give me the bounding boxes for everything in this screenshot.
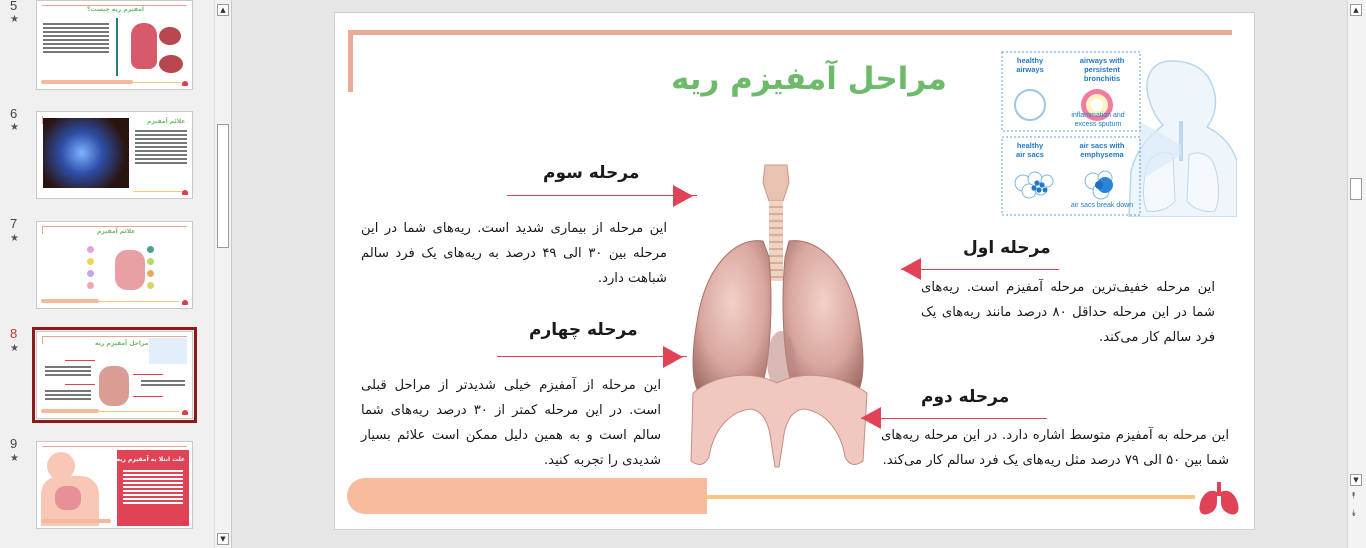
arrow-stage4 (497, 356, 687, 357)
slide-title: مراحل آمفیزم ریه (671, 61, 947, 97)
slide-thumbnail-9[interactable] (36, 441, 193, 529)
symptom-dot (147, 246, 154, 253)
slide-thumbnail-7[interactable] (36, 221, 193, 309)
scroll-up-icon[interactable]: ▲ (1350, 4, 1362, 16)
slide-number: 9 (10, 436, 18, 451)
label-healthy-air-sacs: healthy air sacs (1016, 141, 1044, 159)
arrow-head-icon (861, 407, 881, 429)
scroll-up-icon[interactable]: ▲ (217, 4, 229, 16)
lungs-illustration (685, 161, 875, 471)
frame-line (42, 446, 187, 447)
thumb-bar (41, 409, 99, 413)
lung-illustration (159, 55, 183, 73)
frame-line (42, 226, 43, 234)
slide-thumbnail-pane (0, 0, 214, 548)
thumb-title: علائم آمفیزم (147, 118, 186, 125)
slide-number: 6 (10, 106, 18, 121)
arrow (65, 384, 95, 385)
thumb-title: مراحل آمفیزم ریه (95, 340, 149, 347)
thumbnail-scrollbar[interactable] (214, 0, 232, 548)
scrollbar-thumb[interactable] (1350, 178, 1362, 200)
thumb-bar (41, 80, 133, 84)
stage1-text: این مرحله خفیف‌ترین مرحله آمفیزم است. ریه‌های شما در این مرحله حداقل ۸۰ درصد مانند ریه‌های یک فرد سالم کار می‌کند. (921, 280, 1215, 345)
scrollbar-thumb[interactable] (217, 124, 229, 248)
lungs-graphic (685, 161, 875, 471)
arrow (65, 360, 95, 361)
label-inflammation: inflammation and excess sputum (1071, 112, 1125, 128)
slide-thumbnail-6[interactable] (36, 111, 193, 199)
lung-illustration (131, 23, 157, 69)
thumb-text-lines (123, 470, 183, 506)
slide-editor (232, 0, 1347, 548)
thumb-line (99, 301, 179, 302)
scroll-down-icon[interactable]: ▼ (1350, 474, 1362, 486)
slide-thumbnail-5[interactable] (36, 0, 193, 90)
star-icon: ★ (10, 453, 19, 464)
lung-xray-image (43, 118, 129, 188)
thumb-text-lines (43, 23, 109, 55)
arrow-head-icon (663, 346, 683, 368)
thumb-title: آمفیزم ریه چیست؟ (87, 6, 144, 13)
star-icon: ★ (10, 343, 19, 354)
label-airways-bronchitis: airways with persistent bronchitis (1079, 56, 1125, 83)
text-panel (117, 450, 189, 526)
scroll-down-icon[interactable]: ▼ (217, 533, 229, 545)
star-icon: ★ (10, 122, 19, 133)
lung-illustration (99, 366, 129, 406)
slide-canvas (334, 12, 1255, 530)
star-icon: ★ (10, 14, 19, 25)
lung-icon (1198, 480, 1240, 518)
arrow-stage1 (901, 269, 1059, 270)
star-icon: ★ (10, 233, 19, 244)
arrow (133, 374, 163, 375)
next-slide-icon[interactable]: ⯯ (1351, 509, 1357, 519)
top-frame-line (348, 30, 1232, 35)
arrow-stage3 (507, 195, 697, 196)
left-frame-line (348, 30, 353, 92)
bottom-peach-bar (347, 478, 707, 514)
stage4-heading: مرحله چهارم (529, 320, 638, 340)
frame-line (42, 336, 43, 344)
symptom-dot (147, 282, 154, 289)
stage3-heading: مرحله سوم (543, 163, 640, 183)
editor-scrollbar[interactable] (1347, 0, 1366, 548)
divider (116, 18, 118, 76)
thumb-title: علت ابتلا به آمفیزم ریه (116, 456, 185, 463)
stage2-heading: مرحله دوم (921, 387, 1010, 407)
stage4-text: این مرحله از آمفیزم خیلی شدیدتر از مراحل قبلی است. در این مرحله کمتر از ۳۰ درصد ریه‌های شما سالم است و به همین دلیل ممکن است علائم بسیار شدیدی را تجربه کنید. (361, 378, 661, 468)
bottom-gold-line (705, 495, 1195, 499)
slide-number: 8 (10, 326, 18, 341)
frame-line (42, 226, 187, 227)
lung-illustration (115, 250, 145, 290)
thumb-bar (41, 519, 111, 523)
thumb-text-lines (45, 390, 91, 402)
thumb-text-lines (141, 380, 185, 388)
arrow-head-icon (901, 258, 921, 280)
thumb-line (133, 191, 183, 192)
slide-number: 7 (10, 216, 18, 231)
emphysema-diagram (1001, 51, 1237, 217)
previous-slide-icon[interactable]: ⯭ (1351, 491, 1357, 501)
symptom-dot (87, 246, 94, 253)
label-air-sacs-break-down: air sacs break down (1070, 202, 1134, 209)
symptom-dot (147, 270, 154, 277)
lung-icon (182, 190, 188, 195)
thumb-bar (41, 299, 99, 303)
lung-icon (182, 520, 188, 525)
arrow-stage2 (861, 418, 1047, 419)
frame-line (42, 336, 187, 337)
symptom-dot (87, 258, 94, 265)
arrow (133, 396, 163, 397)
symptom-dot (87, 282, 94, 289)
arrow-head-icon (673, 185, 693, 207)
lung-icon (182, 410, 188, 415)
lung-icon (182, 81, 188, 86)
stage2-text: این مرحله به آمفیزم متوسط اشاره دارد. در این مرحله ریه‌های شما بین ۵۰ الی ۷۹ درصد مثل ریه‌های یک فرد سالم کار می‌کند. (881, 428, 1229, 468)
thumb-text-lines (135, 130, 187, 166)
slide-thumbnail-8[interactable] (36, 331, 193, 419)
thumb-text-lines (45, 366, 91, 378)
stage3-text: این مرحله از بیماری شدید است. ریه‌های شما در این مرحله بین ۳۰ الی ۴۹ درصد به ریه‌های یک فرد سالم شباهت دارد. (361, 221, 667, 286)
thumb-line (133, 82, 181, 83)
thumb-title: علائم آمفیزم (97, 228, 136, 235)
diagram-thumb (149, 338, 187, 364)
lung-illustration (159, 27, 181, 45)
label-air-sacs-emphysema: air sacs with emphysema (1079, 141, 1125, 159)
label-healthy-airways: healthy airways (1016, 56, 1044, 74)
lung-illustration (55, 486, 81, 510)
stage1-heading: مرحله اول (963, 238, 1051, 258)
frame-line (42, 116, 43, 124)
lung-icon (182, 300, 188, 305)
slide-number: 5 (10, 0, 18, 13)
symptom-dot (87, 270, 94, 277)
thumb-line (99, 411, 179, 412)
symptom-dot (147, 258, 154, 265)
